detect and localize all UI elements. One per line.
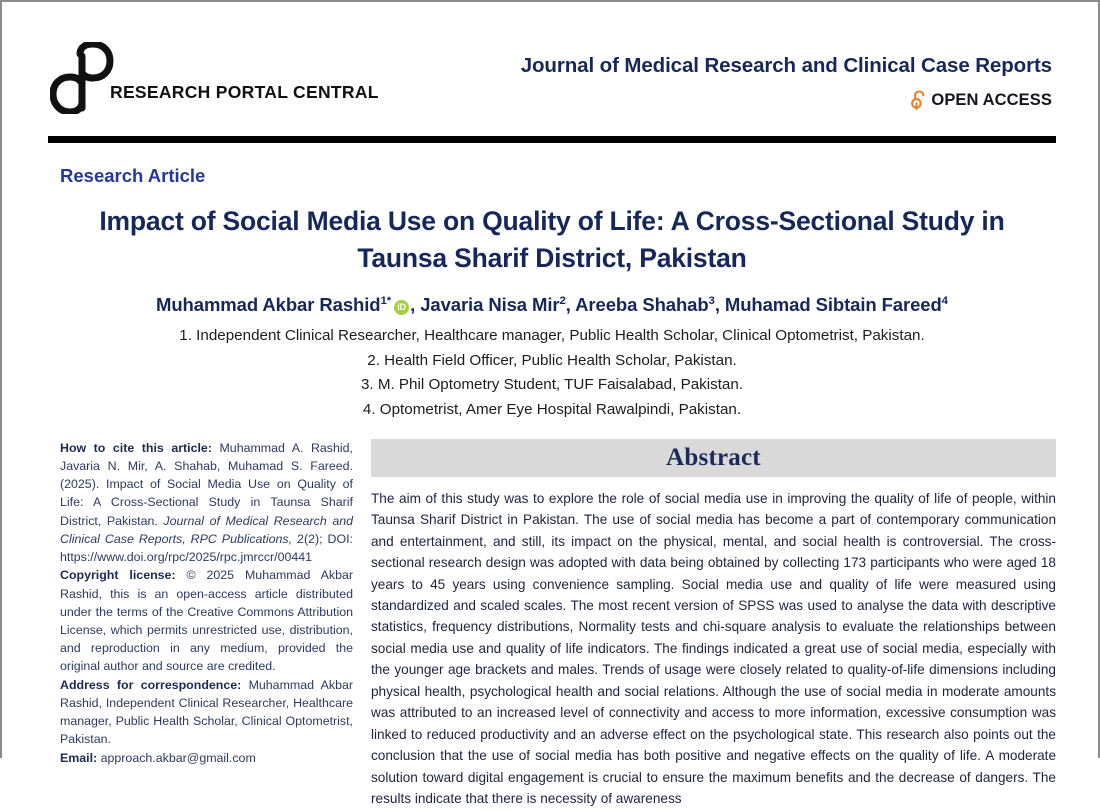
affiliation-list bbox=[48, 324, 1056, 423]
copyright-block bbox=[60, 566, 353, 675]
email-label: Email: bbox=[60, 750, 98, 765]
open-padlock-icon bbox=[911, 90, 926, 110]
article-metadata-column bbox=[48, 439, 353, 810]
abstract-heading-band bbox=[371, 439, 1056, 477]
publisher-name: RESEARCH PORTAL CENTRAL bbox=[110, 82, 379, 102]
page-content bbox=[48, 2, 1056, 810]
abstract-heading: Abstract bbox=[666, 443, 761, 471]
page-title: Impact of Social Media Use on Quality of Life: A Cross-Sectional Study in Taunsa Sharif District, Pakistan bbox=[99, 206, 1005, 273]
how-to-cite-journal: Journal of Medical Research and Clinical Case Reports, RPC Publications, bbox=[60, 513, 353, 546]
author-list: Muhammad Akbar Rashid$^{1*}$iD , Javaria Nisa Mir$^2$, Areeba Shahab$^3$, Muhamad Sibtain Fareed$^4$ bbox=[156, 294, 948, 316]
orcid-icon[interactable]: iD bbox=[394, 300, 409, 315]
journal-title: Journal of Medical Research and Clinical Case Reports bbox=[520, 54, 1052, 77]
open-access-badge bbox=[521, 90, 1052, 110]
copyright-text: © 2025 Muhammad Akbar Rashid, this is an open-access article distributed under the terms of the Creative Commons Attribution License, which permits unrestricted use, distribution, and reproduction in any medium, provided the original author and source are credited. bbox=[60, 568, 353, 674]
correspondence-block bbox=[60, 676, 353, 749]
article-type-label: Research Article bbox=[60, 165, 206, 186]
how-to-cite-issue: 2(2); DOI: bbox=[292, 531, 353, 546]
affiliation-item: 2. Health Field Officer, Public Health Scholar, Pakistan. bbox=[367, 351, 737, 369]
affiliation-item: 4. Optometrist, Amer Eye Hospital Rawalpindi, Pakistan. bbox=[362, 401, 742, 418]
body-columns bbox=[48, 439, 1056, 810]
masthead bbox=[48, 2, 1056, 130]
abstract-body: The aim of this study was to explore the role of social media use in improving the quality of life of people, within Taunsa Sharif District in Pakistan. The use of social media has become a part of contemporary communication and entertainment, and still, its impact on the physical, mental, and social health is controversial. The cross-sectional research design was adopted with data being obtained by collecting 173 participants who were aged 18 years to 45 years using convenience sampling. Social media use and quality of life were measured using standardized and scaled scales. The most recent version of SPSS was used to analyse the data with descriptive statistics, frequency distributions, Normality tests and chi-square analysis to evaluate the relationships between social media use and quality of life indicators. The findings indicated a great use of social media, especially with the younger age brackets and males. Trends of usage were closely related to quality-of-life dimensions including physical health, psychological health and social relations. Although the use of social media in moderate amounts was attributed to an increased level of connectivity and access to more information, excessive consumption was linked to reduced productivity and an adverse effect on the psychological state. This research also points out the conclusion that the use of social media has both positive and negative effects on the quality of life. A moderate solution toward digital engagement is crucial to ensure the maximum benefits and the decrease of dangers. The results indicate that there is necessity of awareness bbox=[371, 490, 1056, 807]
abstract-column bbox=[371, 439, 1056, 810]
affiliation-item: 3. M. Phil Optometry Student, TUF Faisalabad, Pakistan. bbox=[360, 376, 744, 394]
how-to-cite-block bbox=[60, 439, 353, 567]
how-to-cite-label: How to cite this article: bbox=[60, 440, 212, 455]
open-access-label: OPEN ACCESS bbox=[931, 90, 1052, 109]
correspondence-text: Muhammad Akbar Rashid, Independent Clinical Researcher, Healthcare manager, Public Health Scholar, Clinical Optometrist, Pakistan. bbox=[60, 677, 353, 747]
email-value[interactable]: approach.akbar@gmail.com bbox=[97, 750, 256, 765]
how-to-cite-text: Muhammad A. Rashid, Javaria N. Mir, A. Shahab, Muhamad S. Fareed. (2025). Impact of Social Media Use on Quality of Life: A Cross-Sectional Study in Taunsa Sharif District, Pakistan. bbox=[60, 440, 353, 528]
copyright-label: Copyright license: bbox=[60, 568, 176, 583]
publisher-brand bbox=[48, 42, 379, 110]
research-portal-central-logo bbox=[50, 42, 116, 114]
masthead-divider bbox=[48, 136, 1056, 143]
journal-block bbox=[521, 42, 1056, 110]
correspondence-label: Address for correspondence: bbox=[60, 677, 242, 692]
doi-link[interactable]: https://www.doi.org/rpc/2025/rpc.jmrccr/00441 bbox=[60, 550, 313, 565]
affiliation-item: 1. Independent Clinical Researcher, Healthcare manager, Public Health Scholar, Clinical Optometrist, Pakistan. bbox=[179, 327, 925, 345]
